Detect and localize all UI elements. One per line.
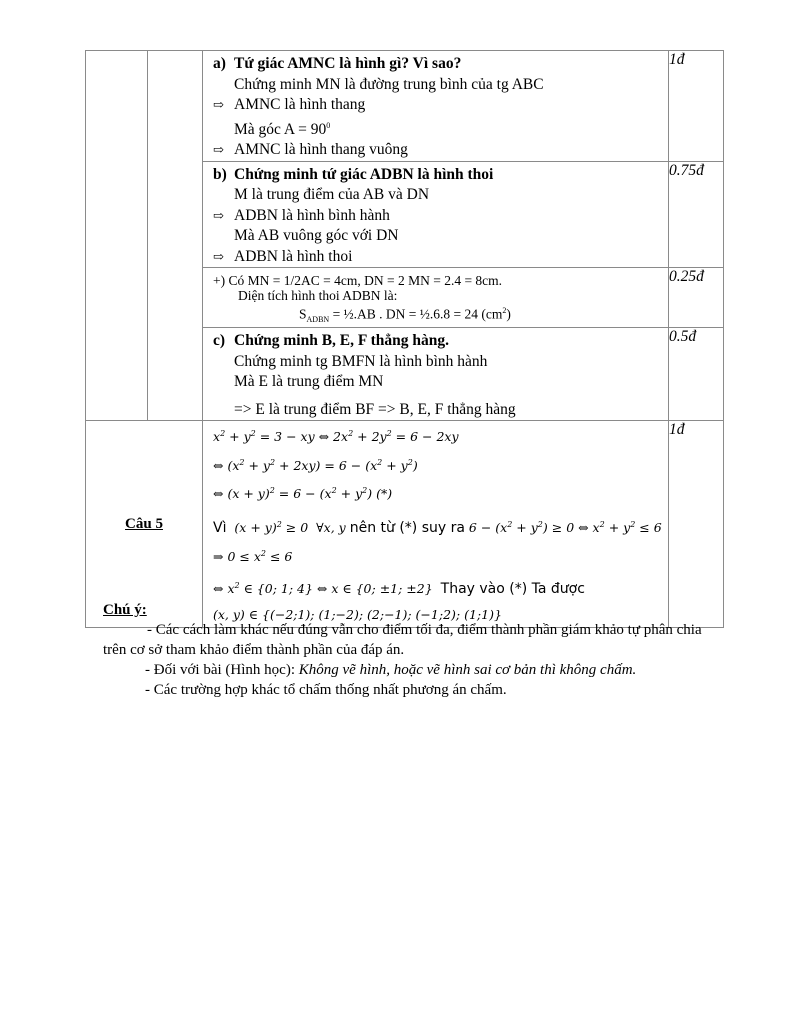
part-b-label: b) xyxy=(213,165,227,183)
cau-5-label: Câu 5 xyxy=(86,421,203,628)
cau-5-points: 1đ xyxy=(669,421,724,628)
eq-6: ⇔ $x^2$ ∈ {0; 1; 4} ⇔ x ∈ {0; ±1; ±2} Thay vào (*) Ta được xyxy=(213,581,585,598)
notes-title: Chú ý: xyxy=(103,602,147,618)
part-b-points: 0.75đ xyxy=(669,161,724,268)
eq-7: (x, y) ∈ {(−2;1); (1;−2); (2;−1); (−1;2); (1;1)} xyxy=(213,607,502,623)
part-a-line-2: AMNC là hình thang xyxy=(234,96,366,113)
part-c-title: Chứng minh B, E, F thẳng hàng. xyxy=(234,332,450,350)
notes-section xyxy=(103,600,723,700)
part-b-line-2: ADBN là hình bình hành xyxy=(234,206,390,224)
part-b-content xyxy=(203,161,669,268)
part-a-line-3: Mà góc A = 90 xyxy=(234,120,327,138)
eq-4: Vì $(x + y)^2 \ge 0$ ∀x, y nên từ (*) suy ra $6 - (x^2 + y^2) \ge 0$ ⇔ $x^2 + y^2 \le 6$ xyxy=(213,519,662,536)
part-b-line-1: M là trung điểm của AB và DN xyxy=(234,186,430,204)
part-b-line-3: Mà AB vuông góc với DN xyxy=(234,227,399,245)
note-paragraph-2: - Đối với bài (Hình học): Không vẽ hình, hoặc vẽ hình sai cơ bản thì không chấm. xyxy=(145,662,637,678)
implies-arrow-icon: ⇨ xyxy=(213,207,224,223)
implies-arrow-icon: ⇨ xyxy=(213,142,224,158)
part-c-label: c) xyxy=(213,332,226,350)
note-paragraph-3: - Các trường hợp khác tổ chấm thống nhất phương án chấm. xyxy=(145,682,507,698)
part-c-points: 0.5đ xyxy=(669,328,724,421)
area-line-1: +) Có MN = 1/2AC = 4cm, DN = 2 MN = 2.4 = 8cm. xyxy=(213,273,503,289)
part-c-line-1: Chứng minh tg BMFN là hình bình hành xyxy=(234,352,488,370)
question-cell-empty xyxy=(86,51,148,421)
eq-5: ⇒ $0 \le x^2 \le 6$ xyxy=(213,548,293,565)
part-a-content xyxy=(203,51,669,162)
part-b-line-4: ADBN là hình thoi xyxy=(234,247,353,265)
area-formula: $S_{ADBN}$ = ½.AB . DN = ½.6.8 = 24 $(cm^2)$ xyxy=(299,306,511,325)
implies-arrow-icon: ⇨ xyxy=(213,248,224,264)
area-line-2: Diện tích hình thoi ADBN là: xyxy=(238,288,398,304)
part-b-area-points: 0.25đ xyxy=(669,268,724,328)
row-cau-5 xyxy=(86,421,724,628)
implies-arrow-icon: ⇨ xyxy=(213,97,224,112)
degree-mark: 0 xyxy=(326,120,331,130)
part-b-title: Chứng minh tứ giác ADBN là hình thoi xyxy=(234,165,494,183)
part-c-line-3: => E là trung điểm BF => B, E, F thẳng hàng xyxy=(234,400,516,418)
eq-1: $x^2 + y^2 = 3$ − xy ⇔ $2x^2 + 2y^2 = 6 - 2xy$ xyxy=(213,429,459,445)
part-b-area-content xyxy=(203,268,669,328)
part-c-content xyxy=(203,328,669,421)
row-part-a xyxy=(86,51,724,162)
cau-5-content xyxy=(203,421,669,628)
eq-2: ⇔ $(x^2 + y^2 + 2xy) = 6 - (x^2 + y^2)$ xyxy=(213,457,418,473)
part-a-points: 1đ xyxy=(669,51,724,162)
part-c-line-2: Mà E là trung điểm MN xyxy=(234,373,384,391)
part-a-title: Tứ giác AMNC là hình gì? Vì sao? xyxy=(234,55,462,72)
eq-3: ⇔ $(x + y)^2 = 6 - (x^2 + y^2)$ (*) xyxy=(213,485,393,501)
note-paragraph-1: - Các cách làm khác nếu đúng vẫn cho điểm tối đa, điểm thành phần giám khảo tự phân chia trên cơ sở tham khảo điểm thành phần của đáp án. xyxy=(103,622,702,658)
grading-table xyxy=(85,50,724,628)
part-a-line-4: AMNC là hình thang vuông xyxy=(234,141,408,159)
part-a-label: a) xyxy=(213,55,226,72)
sub-question-cell-empty xyxy=(148,51,203,421)
part-a-line-1: Chứng minh MN là đường trung bình của tg ABC xyxy=(234,75,544,93)
